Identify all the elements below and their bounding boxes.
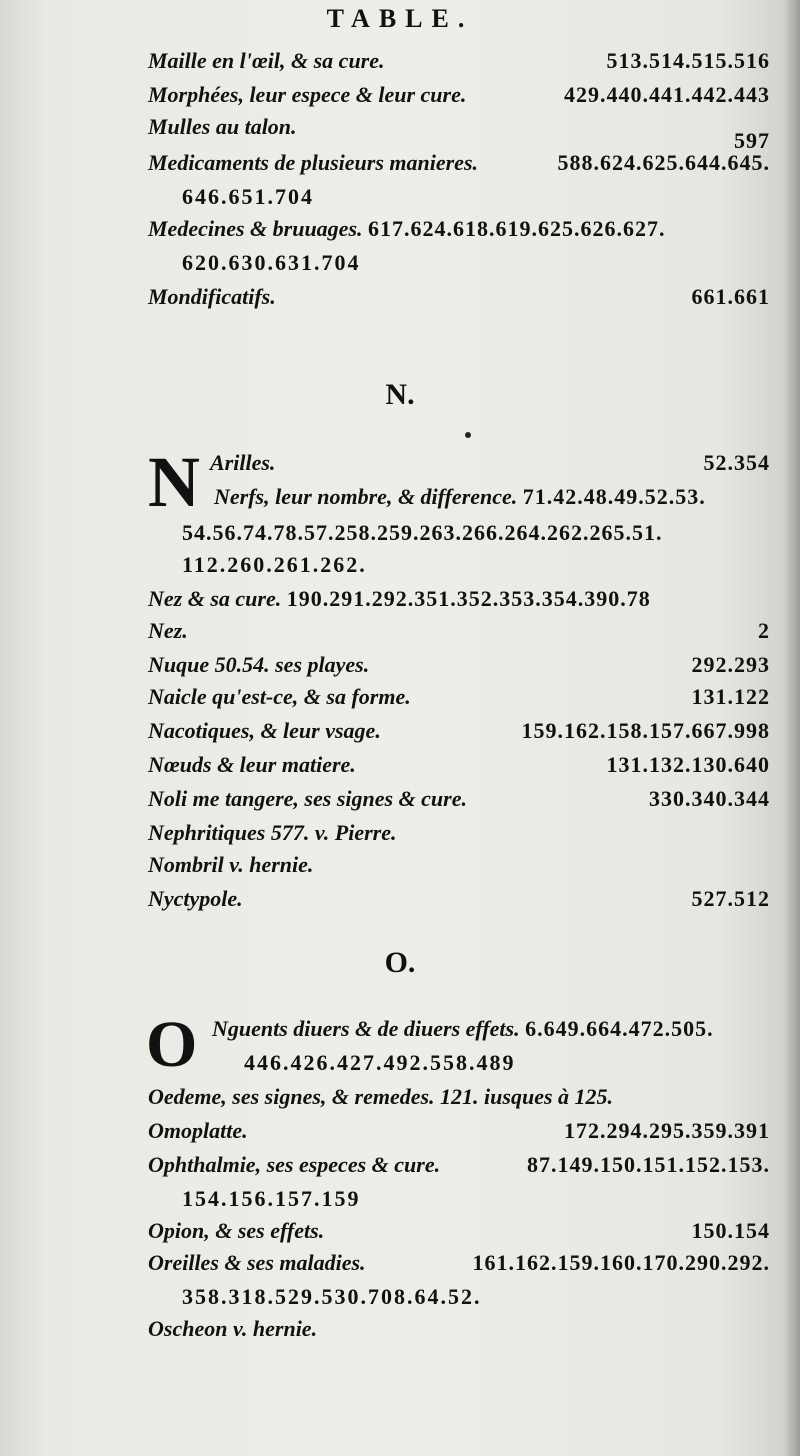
index-entry xyxy=(148,148,770,178)
entry-label: Oreilles & ses maladies. xyxy=(148,1250,366,1275)
entry-label: Naicle qu'est-ce, & sa forme. xyxy=(148,684,411,709)
entry-label: Nephritiques 577. v. Pierre. xyxy=(148,820,397,845)
entry-pages: 172.294.295.359.391 xyxy=(564,1118,770,1143)
entry-label: Morphées, leur espece & leur cure. xyxy=(148,82,467,107)
index-entry xyxy=(214,482,770,512)
entry-pages: 597 xyxy=(734,128,770,153)
entry-label: Nombril v. hernie. xyxy=(148,852,314,877)
entry-pages: 161.162.159.160.170.290.292. xyxy=(472,1250,770,1275)
entry-label: Medicaments de plusieurs manieres. xyxy=(148,150,479,175)
entry-label: Noli me tangere, ses signes & cure. xyxy=(148,786,467,811)
entry-label: Nez & sa cure. xyxy=(148,586,282,611)
index-entry xyxy=(148,850,770,880)
entry-continuation: 646.651.704 xyxy=(182,184,314,209)
entry-pages: 190.291.292.351.352.353.354.390.78 xyxy=(286,586,651,611)
entry-continuation: 358.318.529.530.708.64.52. xyxy=(182,1284,482,1309)
entry-label: Oedeme, ses signes, & remedes. 121. iusques à 125. xyxy=(148,1084,614,1109)
page-edge xyxy=(784,0,800,1456)
page-title: TABLE. xyxy=(326,4,474,33)
entry-pages: 159.162.158.157.667.998 xyxy=(521,718,770,743)
index-entry xyxy=(212,1014,770,1044)
entry-label: Opion, & ses effets. xyxy=(148,1218,325,1243)
entry-pages: 513.514.515.516 xyxy=(606,48,770,73)
entry-pages: 292.293 xyxy=(691,652,770,677)
entry-label: Nerfs, leur nombre, & difference. xyxy=(214,484,518,509)
index-entry xyxy=(148,616,770,646)
entry-continuation: 54.56.74.78.57.258.259.263.266.264.262.265.51. xyxy=(182,520,663,545)
section-heading: O. xyxy=(384,946,416,979)
index-entry xyxy=(148,80,770,110)
entry-pages: 131.132.130.640 xyxy=(606,752,770,777)
entry-label: Nuque 50.54. ses playes. xyxy=(148,652,370,677)
entry-pages: 527.512 xyxy=(691,886,770,911)
index-entry xyxy=(148,716,770,746)
entry-pages: 150.154 xyxy=(691,1218,770,1243)
entry-label: Nyctypole. xyxy=(148,886,243,911)
index-entry xyxy=(148,784,770,814)
index-entry xyxy=(148,1116,770,1146)
index-entry xyxy=(148,46,770,76)
entry-label: Ophthalmie, ses especes & cure. xyxy=(148,1152,441,1177)
entry-label: Oscheon v. hernie. xyxy=(148,1316,318,1341)
index-entry xyxy=(148,214,770,244)
index-entry xyxy=(148,818,770,848)
index-entry xyxy=(210,448,770,478)
index-entry xyxy=(148,1314,770,1344)
entry-pages: 52.354 xyxy=(703,450,770,475)
entry-label: Medecines & bruuages. xyxy=(148,216,363,241)
entry-label: Mondificatifs. xyxy=(148,284,276,309)
entry-pages: 617.624.618.619.625.626.627. xyxy=(368,216,666,241)
drop-cap: O xyxy=(146,1008,198,1081)
index-entry xyxy=(148,112,770,153)
index-entry xyxy=(148,682,770,712)
entry-label: Arilles. xyxy=(210,450,276,475)
entry-continuation: 154.156.157.159 xyxy=(182,1186,361,1211)
index-entry xyxy=(148,584,770,614)
section-heading: N. xyxy=(385,378,415,411)
entry-pages: 87.149.150.151.152.153. xyxy=(527,1152,770,1177)
entry-pages: 661.661 xyxy=(691,284,770,309)
entry-pages: 588.624.625.644.645. xyxy=(557,150,770,175)
entry-label: Nacotiques, & leur vsage. xyxy=(148,718,381,743)
entry-pages: 6.649.664.472.505. xyxy=(525,1016,714,1041)
entry-continuation: 112.260.261.262. xyxy=(182,552,367,577)
entry-continuation: 620.630.631.704 xyxy=(182,250,361,275)
drop-cap: N xyxy=(148,442,200,522)
entry-label: Nguents diuers & de diuers effets. xyxy=(212,1016,520,1041)
entry-label: Omoplatte. xyxy=(148,1118,248,1143)
index-entry xyxy=(148,1216,770,1246)
entry-label: Maille en l'œil, & sa cure. xyxy=(148,48,385,73)
entry-label: Nez. xyxy=(148,618,188,643)
entry-label: Mulles au talon. xyxy=(148,114,297,139)
entry-label: Nœuds & leur matiere. xyxy=(148,752,356,777)
entry-continuation: 446.426.427.492.558.489 xyxy=(244,1050,516,1075)
index-entry xyxy=(148,282,770,312)
entry-pages: 71.42.48.49.52.53. xyxy=(522,484,706,509)
index-entry xyxy=(148,1082,770,1112)
index-entry xyxy=(148,1248,770,1278)
ornament-dot xyxy=(465,432,471,438)
entry-pages: 429.440.441.442.443 xyxy=(564,82,770,107)
index-entry xyxy=(148,1150,770,1180)
index-entry xyxy=(148,650,770,680)
entry-pages: 131.122 xyxy=(691,684,770,709)
entry-pages: 330.340.344 xyxy=(649,786,770,811)
index-entry xyxy=(148,750,770,780)
entry-pages: 2 xyxy=(758,618,770,643)
index-entry xyxy=(148,884,770,914)
